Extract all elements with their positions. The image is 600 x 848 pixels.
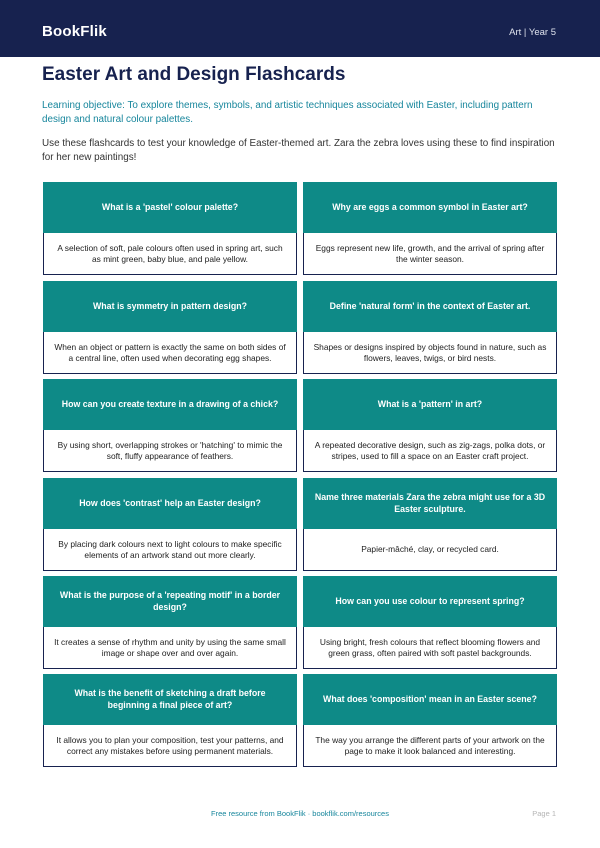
flashcard-answer: It creates a sense of rhythm and unity by using the same small image or shape over and over again.	[43, 627, 297, 669]
flashcard[interactable]	[43, 674, 297, 767]
flashcard[interactable]	[43, 379, 297, 472]
flashcard-question: What is the benefit of sketching a draft before beginning a final piece of art?	[43, 674, 297, 725]
flashcard-answer: Papier-mâché, clay, or recycled card.	[303, 529, 557, 571]
flashcard[interactable]	[303, 478, 557, 571]
header-bar	[0, 0, 600, 57]
flashcard[interactable]	[43, 281, 297, 374]
flashcard-question: What is the purpose of a 'repeating motif' in a border design?	[43, 576, 297, 627]
flashcard-question: Name three materials Zara the zebra might use for a 3D Easter sculpture.	[303, 478, 557, 529]
brand-logo[interactable]: BookFlik	[42, 23, 107, 40]
flashcard[interactable]	[303, 182, 557, 275]
flashcard[interactable]	[43, 576, 297, 669]
flashcard[interactable]	[43, 478, 297, 571]
flashcard-answer: By placing dark colours next to light colours to make specific elements of an artwork stand out more clearly.	[43, 529, 297, 571]
flashcard-answer: Eggs represent new life, growth, and the arrival of spring after the winter season.	[303, 233, 557, 275]
flashcard-question: What is symmetry in pattern design?	[43, 281, 297, 332]
flashcard-answer: The way you arrange the different parts of your artwork on the page to make it look balanced and interesting.	[303, 725, 557, 767]
page-title: Easter Art and Design Flashcards	[42, 64, 346, 85]
flashcard-answer: Using bright, fresh colours that reflect blooming flowers and green grass, often paired with soft pastel backgrounds.	[303, 627, 557, 669]
intro-text: Use these flashcards to test your knowledge of Easter-themed art. Zara the zebra loves using these to find inspiration for her new paintings!	[42, 138, 555, 163]
flashcard[interactable]	[303, 576, 557, 669]
flashcard[interactable]	[303, 674, 557, 767]
flashcard-question: What does 'composition' mean in an Easter scene?	[303, 674, 557, 725]
flashcard-answer: A repeated decorative design, such as zig-zags, polka dots, or stripes, used to fill a space on an Easter craft project.	[303, 430, 557, 472]
flashcard-question: How does 'contrast' help an Easter design?	[43, 478, 297, 529]
page-number: Page 1	[532, 809, 556, 818]
flashcard-answer: Shapes or designs inspired by objects found in nature, such as flowers, leaves, twigs, or bird nests.	[303, 332, 557, 374]
learning-objective: Learning objective: To explore themes, symbols, and artistic techniques associated with Easter, including pattern design and natural colour palettes.	[42, 100, 533, 125]
flashcard-question: What is a 'pattern' in art?	[303, 379, 557, 430]
flashcard[interactable]	[303, 379, 557, 472]
flashcard-answer: When an object or pattern is exactly the same on both sides of a central line, often used when decorating egg shapes.	[43, 332, 297, 374]
flashcard-question: Define 'natural form' in the context of Easter art.	[303, 281, 557, 332]
flashcard[interactable]	[43, 182, 297, 275]
flashcard[interactable]	[303, 281, 557, 374]
flashcard-answer: By using short, overlapping strokes or 'hatching' to mimic the soft, fluffy appearance of feathers.	[43, 430, 297, 472]
flashcard-question: How can you create texture in a drawing of a chick?	[43, 379, 297, 430]
flashcard-question: What is a 'pastel' colour palette?	[43, 182, 297, 233]
flashcard-answer: It allows you to plan your composition, test your patterns, and correct any mistakes before using permanent materials.	[43, 725, 297, 767]
footer-resource-link[interactable]: Free resource from BookFlik · bookflik.com/resources	[211, 809, 389, 818]
flashcard-answer: A selection of soft, pale colours often used in spring art, such as mint green, baby blue, and pale yellow.	[43, 233, 297, 275]
flashcard-question: Why are eggs a common symbol in Easter art?	[303, 182, 557, 233]
flashcard-question: How can you use colour to represent spring?	[303, 576, 557, 627]
subject-year-label: Art | Year 5	[509, 27, 556, 38]
